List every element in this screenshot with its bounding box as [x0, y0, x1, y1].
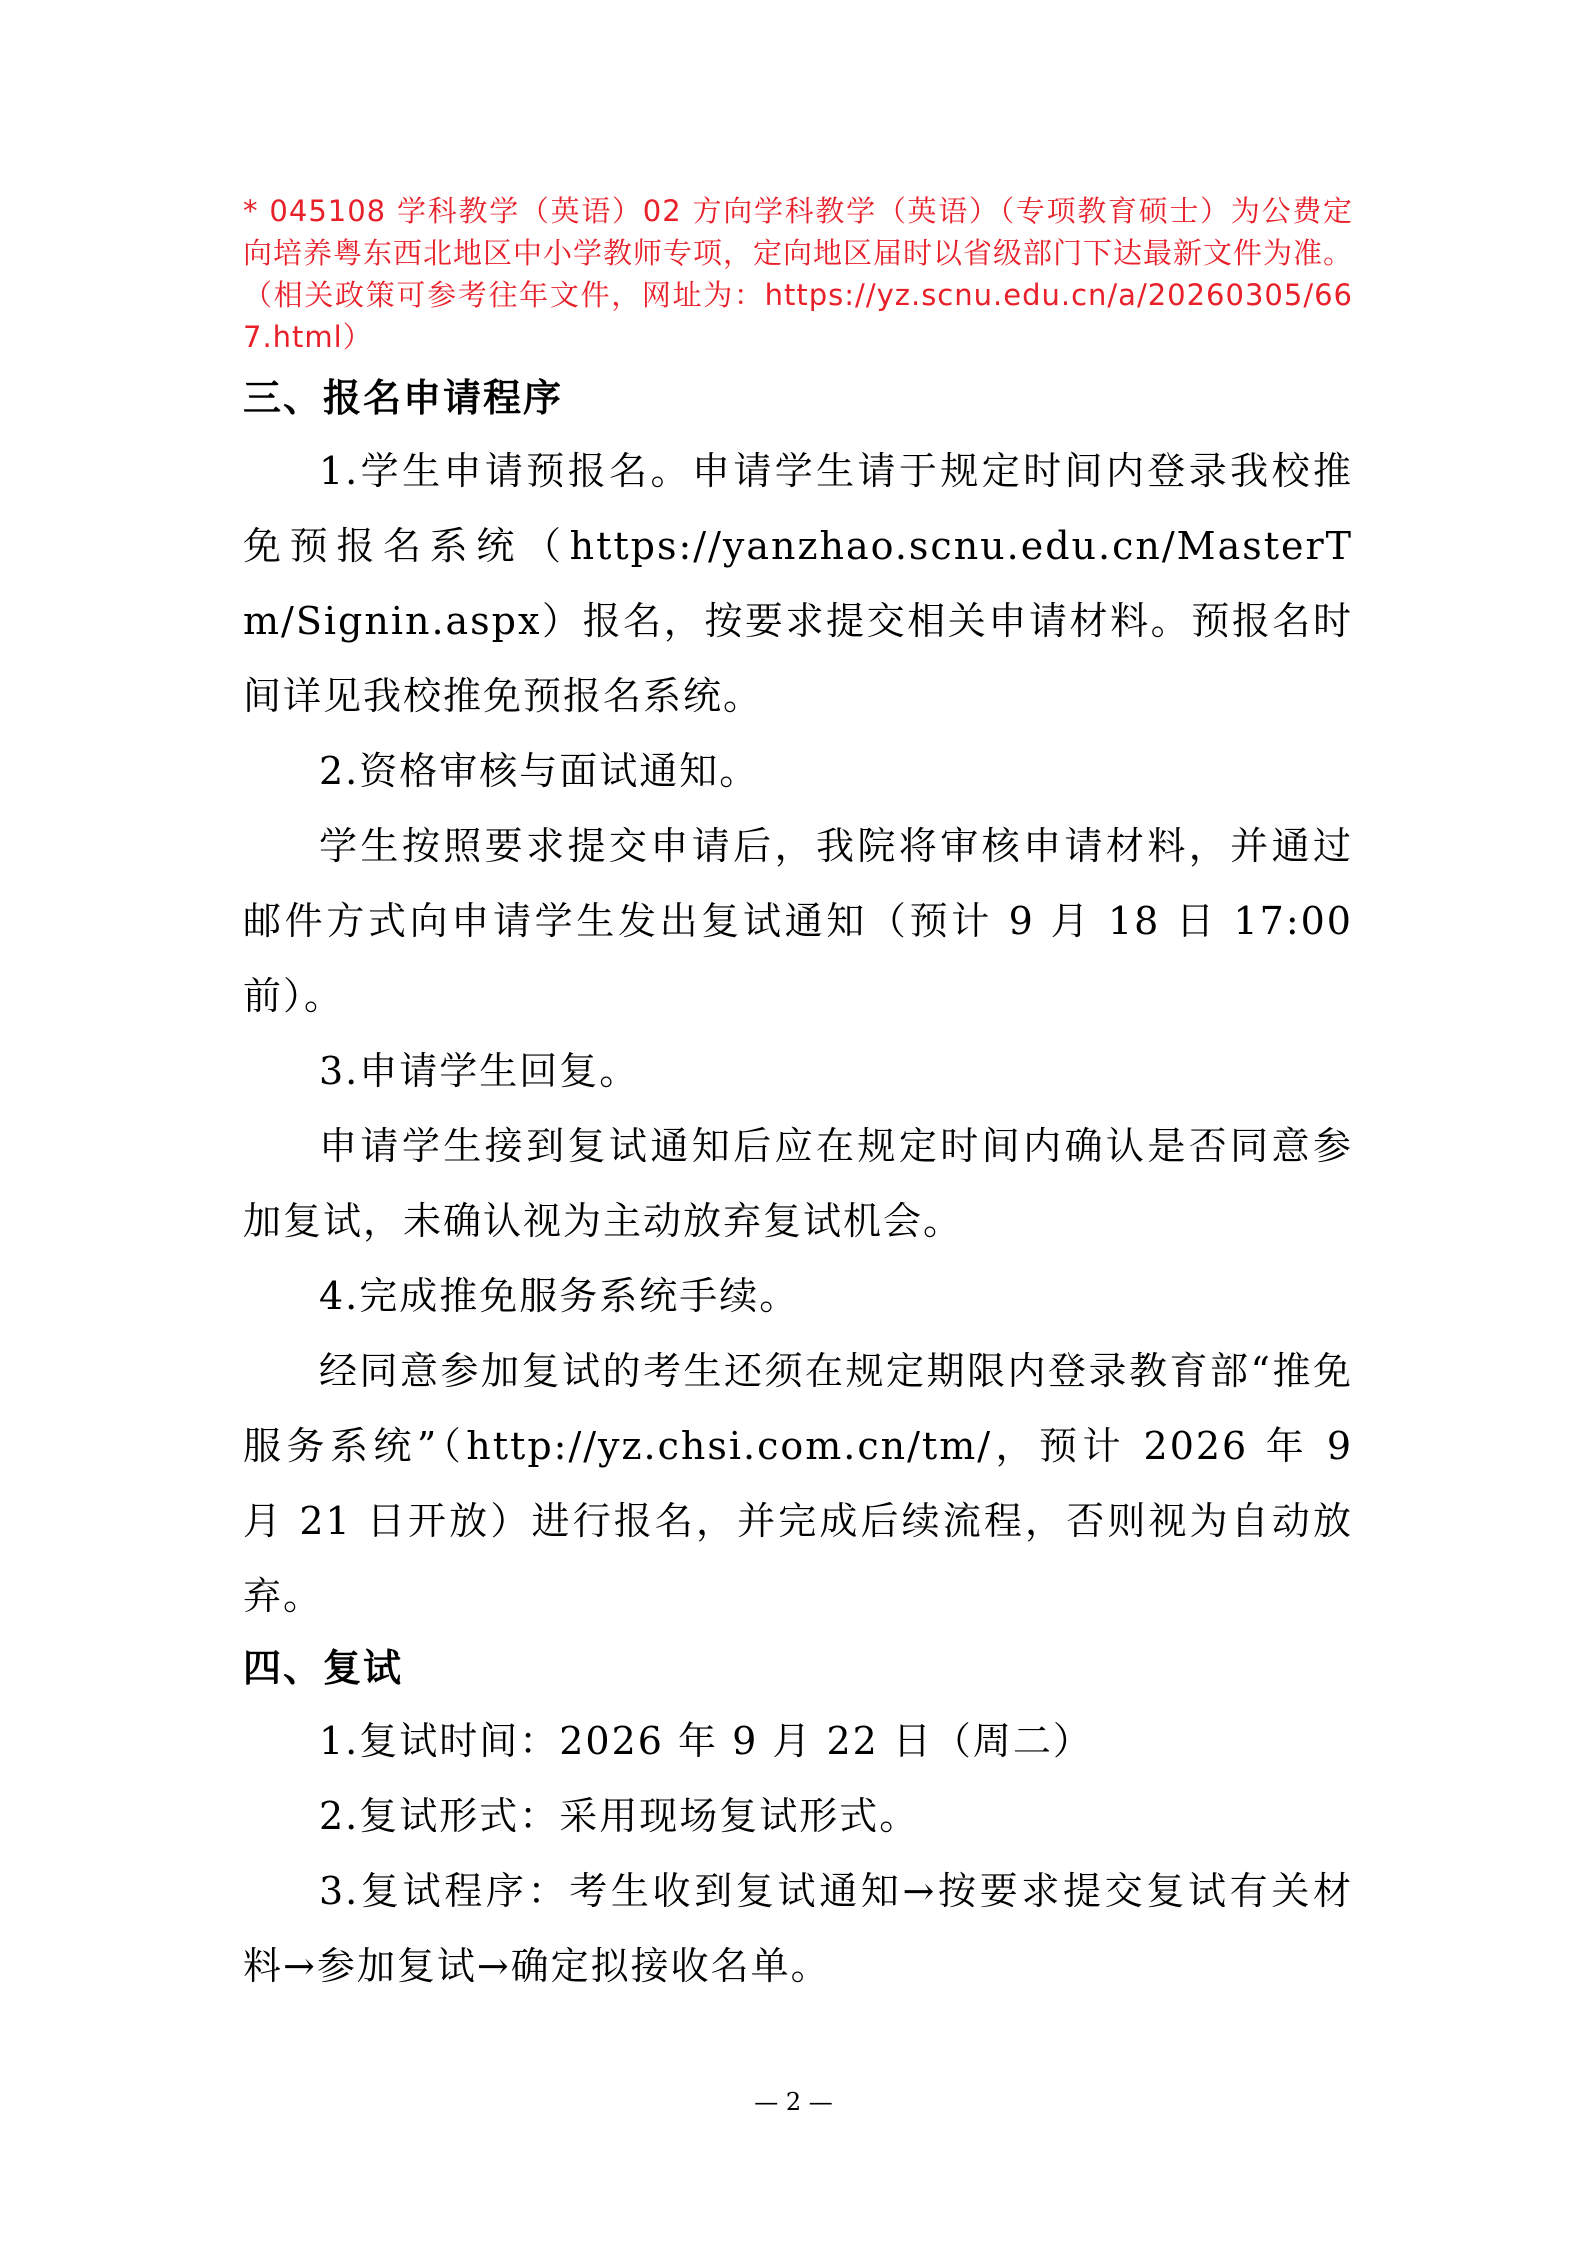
section-4-heading: 四、复试 [243, 1646, 404, 1690]
section-3-heading: 三、报名申请程序 [243, 376, 564, 420]
section-3-step-3-body: 申请学生接到复试通知后应在规定时间内确认是否同意参加复试，未确认视为主动放弃复试机会。 [243, 1124, 1353, 1243]
section-3-step-3-title: 3.申请学生回复。 [319, 1049, 640, 1093]
section-4-item-1: 1.复试时间：2026 年 9 月 22 日（周二） [319, 1719, 1093, 1763]
page-content [243, 190, 1353, 2004]
section-3-step-4-title: 4.完成推免服务系统手续。 [319, 1274, 800, 1318]
section-3-step-4-body: 经同意参加复试的考生还须在规定期限内登录教育部“推免服务系统”（http://yz.chsi.com.cn/tm/，预计 2026 年 9 月 21 日开放）进行报名，并完成后续流程，否则视为自动放弃。 [243, 1349, 1353, 1618]
section-3-step-2-body: 学生按照要求提交申请后，我院将审核申请材料，并通过邮件方式向申请学生发出复试通知（预计 9 月 18 日 17:00 前）。 [243, 824, 1353, 1018]
program-note: * 045108 学科教学（英语）02 方向学科教学（英语）（专项教育硕士）为公费定向培养粤东西北地区中小学教师专项，定向地区届时以省级部门下达最新文件为准。（相关政策可参考往年文件，网址为：https://yz.scnu.edu.cn/a/20260305/667.html） [243, 194, 1354, 354]
section-4-item-2: 2.复试形式：采用现场复试形式。 [319, 1794, 920, 1838]
page-number: — 2 — [754, 2088, 833, 2116]
section-4-item-3: 3.复试程序：考生收到复试通知→按要求提交复试有关材料→参加复试→确定拟接收名单。 [243, 1869, 1353, 1988]
section-3-step-1: 1.学生申请预报名。申请学生请于规定时间内登录我校推免预报名系统（https://yanzhao.scnu.edu.cn/MasterTm/Signin.aspx）报名，按要求提交相关申请材料。预报名时间详见我校推免预报名系统。 [243, 449, 1353, 718]
section-3-step-2-title: 2.资格审核与面试通知。 [319, 749, 760, 793]
